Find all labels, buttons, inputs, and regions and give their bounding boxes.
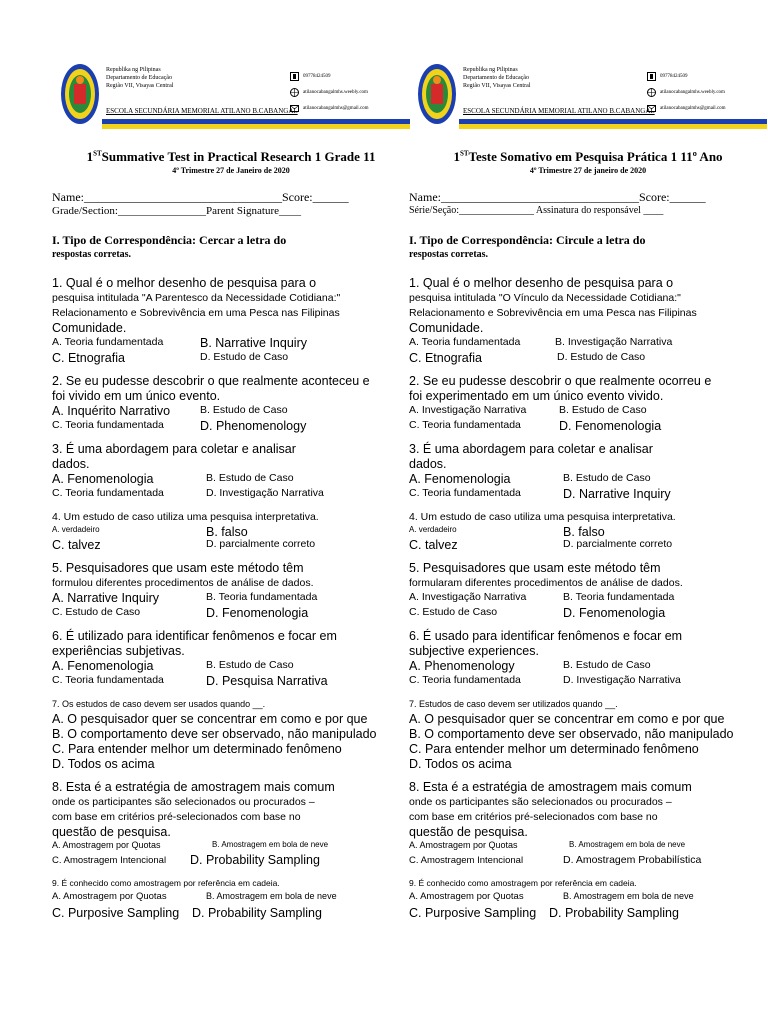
header-text-block (463, 66, 530, 90)
contact-web (290, 88, 368, 97)
option-c[interactable]: C. Estudo de Caso (409, 606, 498, 618)
name-score-line[interactable]: Name:_________________________________Score:______ (52, 190, 349, 204)
question-text: 7. Estudos de caso devem ser utilizados quando __. (409, 699, 618, 709)
email-text: atilanocabangalmhs@gmail.com (303, 106, 369, 111)
option-d[interactable]: D. Todos os acima (52, 757, 155, 771)
question-4 (52, 510, 410, 553)
grade-section-line[interactable]: Série/Seção:_______________ Assinatura do responsável ____ (409, 205, 664, 216)
contact-phone (290, 72, 331, 81)
option-c[interactable]: C. Para entender melhor um determinado fenômeno (409, 742, 699, 756)
option-a[interactable]: A. Investigação Narrativa (409, 591, 527, 603)
option-b[interactable]: B. O comportamento deve ser observado, não manipulado (52, 727, 377, 741)
option-a[interactable]: A. Fenomenologia (52, 472, 154, 486)
question-text: 9. É conhecido como amostragem por referência em cadeia. (52, 878, 280, 888)
question-text: 4. Um estudo de caso utiliza uma pesquisa interpretativa. (409, 511, 676, 523)
question-text: Relacionamento e Sobrevivência em uma Pesca nas Filipinas (52, 307, 340, 319)
option-c[interactable]: C. Teoria fundamentada (52, 487, 164, 499)
question-text: dados. (52, 457, 90, 471)
question-5 (52, 561, 410, 621)
test-title (52, 149, 410, 165)
option-a[interactable]: A. Fenomenologia (52, 659, 154, 673)
title-superscript: ST (459, 149, 469, 158)
contact-web (647, 88, 725, 97)
option-d[interactable]: D. Estudo de Caso (557, 351, 646, 363)
question-8 (409, 780, 767, 868)
question-text: 8. Esta é a estratégia de amostragem mais comum (409, 780, 692, 794)
question-text: 5. Pesquisadores que usam este método têm (409, 561, 661, 575)
option-b[interactable]: B. Estudo de Caso (200, 404, 288, 416)
option-c[interactable]: C. Teoria fundamentada (52, 674, 164, 686)
question-text: 4. Um estudo de caso utiliza uma pesquisa interpretativa. (52, 511, 319, 523)
question-3 (409, 442, 767, 502)
option-b[interactable]: B. falso (206, 525, 248, 539)
question-text: 2. Se eu pudesse descobrir o que realmente ocorreu e (409, 374, 712, 388)
option-c[interactable]: C. talvez (52, 538, 101, 552)
question-text: foi experimentado em um único evento vivido. (409, 389, 664, 403)
option-b[interactable]: B. Investigação Narrativa (555, 336, 673, 348)
question-text: pesquisa intitulada "A Parentesco da Necessidade Cotidiana:" (52, 292, 341, 304)
globe-icon (290, 88, 299, 97)
option-b[interactable]: B. Estudo de Caso (563, 472, 651, 484)
question-7 (52, 697, 410, 772)
test-title (409, 149, 767, 165)
option-a[interactable]: A. Investigação Narrativa (409, 404, 527, 416)
instruction-heading: I. Tipo de Correspondência: Circule a letra do (409, 233, 646, 247)
option-a[interactable]: A. verdadeiro (409, 525, 457, 534)
option-b[interactable]: B. falso (563, 525, 605, 539)
option-b[interactable]: B. Teoria fundamentada (563, 591, 675, 603)
school-name: ESCOLA SECUNDÁRIA MEMORIAL ATILANO B.CABANGAL (106, 107, 298, 115)
option-c[interactable]: C. Teoria fundamentada (52, 419, 164, 431)
globe-icon (647, 88, 656, 97)
school-seal-logo (417, 62, 457, 126)
email-text: atilanocabangalmhs@gmail.com (660, 106, 726, 111)
department-label: Departamento de Educação (463, 75, 529, 81)
question-8 (52, 780, 410, 868)
question-9 (52, 876, 410, 921)
option-c[interactable]: C. Etnografia (52, 351, 125, 365)
option-c[interactable]: C. Purposive Sampling (409, 906, 537, 920)
option-b[interactable]: B. Amostragem em bola de neve (206, 891, 337, 901)
option-c[interactable]: C. Teoria fundamentada (409, 419, 521, 431)
option-d[interactable]: D. Investigação Narrativa (206, 487, 324, 499)
title-number: 1 (453, 149, 460, 164)
option-d[interactable]: D. Investigação Narrativa (563, 674, 681, 686)
option-c[interactable]: C. Etnografia (409, 351, 482, 365)
option-b[interactable]: B. Narrative Inquiry (200, 336, 307, 350)
option-d[interactable]: D. Probability Sampling (190, 853, 320, 867)
test-sheet-english (52, 58, 410, 921)
question-text: onde os participantes são selecionados ou procurados – (409, 796, 672, 808)
test-date: 4º Trimestre 27 de Janeiro de 2020 (172, 166, 290, 175)
question-6 (52, 629, 410, 689)
test-date: 4º Trimestre 27 de janeiro de 2020 (529, 166, 647, 175)
option-b[interactable]: B. Teoria fundamentada (206, 591, 318, 603)
option-c[interactable]: C. Amostragem Intencional (409, 855, 524, 866)
option-b[interactable]: B. Estudo de Caso (559, 404, 647, 416)
school-header (409, 58, 767, 132)
option-b[interactable]: B. Estudo de Caso (206, 659, 294, 671)
question-7 (409, 697, 767, 772)
question-text: 6. É utilizado para identificar fenômenos e focar em (52, 629, 337, 643)
contact-phone (647, 72, 688, 81)
website-text: atilanocabangalmhs.weebly.com (660, 90, 725, 95)
option-c[interactable]: C. Purposive Sampling (52, 906, 180, 920)
option-a[interactable]: A. Amostragem por Quotas (52, 891, 167, 902)
option-b[interactable]: B. O comportamento deve ser observado, não manipulado (409, 727, 734, 741)
name-score-line[interactable]: Name:_________________________________Score:______ (409, 190, 706, 204)
question-2 (52, 374, 410, 434)
option-a[interactable]: A. O pesquisador quer se concentrar em como e por que (52, 712, 368, 726)
contact-email (647, 104, 726, 113)
title-superscript: ST (93, 149, 102, 158)
option-a[interactable]: A. Teoria fundamentada (52, 336, 164, 348)
question-text: questão de pesquisa. (409, 825, 528, 839)
option-b[interactable]: B. Amostragem em bola de neve (212, 840, 329, 849)
question-text: formularam diferentes procedimentos de análise de dados. (409, 577, 683, 589)
phone-icon (290, 72, 299, 81)
question-text: onde os participantes são selecionados ou procurados – (52, 796, 315, 808)
question-text: 9. É conhecido como amostragem por referência em cadeia. (409, 878, 637, 888)
option-a[interactable]: A. Phenomenology (409, 659, 515, 673)
question-text: formulou diferentes procedimentos de análise de dados. (52, 577, 314, 589)
question-text: dados. (409, 457, 447, 471)
option-a[interactable]: A. Narrative Inquiry (52, 591, 159, 605)
header-color-stripes (102, 119, 410, 129)
question-text: 8. Esta é a estratégia de amostragem mais comum (52, 780, 335, 794)
title-text: Teste Somativo em Pesquisa Prática 1 11º Ano (468, 149, 723, 164)
option-b[interactable]: B. Estudo de Caso (563, 659, 651, 671)
mail-icon (290, 104, 299, 113)
school-header (52, 58, 410, 132)
region-label: Região VII, Visayas Central (463, 83, 531, 89)
header-color-stripes (459, 119, 767, 129)
option-d[interactable]: D. Probability Sampling (192, 906, 322, 920)
department-label: Departamento de Educação (106, 75, 172, 81)
region-label: Região VII, Visayas Central (106, 83, 174, 89)
question-text: 6. É usado para identificar fenômenos e focar em (409, 629, 683, 643)
question-4 (409, 510, 767, 553)
option-c[interactable]: C. Estudo de Caso (52, 606, 141, 618)
instruction-subheading: respostas corretas. (409, 249, 489, 260)
question-1 (409, 276, 767, 366)
instruction-subheading: respostas corretas. (52, 249, 132, 260)
yellow-stripe (102, 124, 410, 129)
header-text-block (106, 66, 173, 90)
question-text: foi vivido em um único evento. (52, 389, 221, 403)
grade-section-line[interactable]: Grade/Section:________________Parent Signature____ (52, 205, 301, 217)
option-c[interactable]: C. Para entender melhor um determinado fenômeno (52, 742, 342, 756)
phone-number: 09778424509 (660, 74, 688, 79)
option-d[interactable]: D. Estudo de Caso (200, 351, 289, 363)
option-d[interactable]: D. Fenomenologia (559, 419, 662, 433)
option-a[interactable]: A. O pesquisador quer se concentrar em como e por que (409, 712, 725, 726)
question-text: com base em critérios pré-selecionados com base no (409, 811, 658, 823)
option-d[interactable]: D. Probability Sampling (549, 906, 679, 920)
question-1 (52, 276, 410, 366)
option-d[interactable]: D. Fenomenologia (206, 606, 309, 620)
question-text: 2. Se eu pudesse descobrir o que realmente aconteceu e (52, 374, 370, 388)
question-text: questão de pesquisa. (52, 825, 171, 839)
contact-email (290, 104, 369, 113)
phone-icon (647, 72, 656, 81)
question-text: experiências subjetivas. (52, 644, 185, 658)
question-text: 3. É uma abordagem para coletar e analisar (52, 442, 296, 456)
option-c[interactable]: C. Teoria fundamentada (409, 674, 521, 686)
question-text: 7. Os estudos de caso devem ser usados quando __. (52, 699, 266, 709)
option-d[interactable]: D. Pesquisa Narrativa (206, 674, 328, 688)
question-text: 1. Qual é o melhor desenho de pesquisa para o (409, 276, 674, 290)
option-d[interactable]: D. Narrative Inquiry (563, 487, 671, 501)
school-seal-logo (60, 62, 100, 126)
option-b[interactable]: B. Amostragem em bola de neve (569, 840, 686, 849)
option-d[interactable]: D. Phenomenology (200, 419, 307, 433)
question-text: 3. É uma abordagem para coletar e analisar (409, 442, 653, 456)
option-d[interactable]: D. parcialmente correto (563, 538, 673, 550)
question-3 (52, 442, 410, 502)
mail-icon (647, 104, 656, 113)
option-a[interactable]: A. Amostragem por Quotas (409, 891, 524, 902)
question-text: 5. Pesquisadores que usam este método têm (52, 561, 304, 575)
school-name: ESCOLA SECUNDÁRIA MEMORIAL ATILANO B.CABANGAL (463, 107, 655, 115)
yellow-stripe (459, 124, 767, 129)
option-b[interactable]: B. Amostragem em bola de neve (563, 891, 694, 901)
instruction-heading: I. Tipo de Correspondência: Cercar a letra do (52, 233, 287, 247)
option-d[interactable]: D. Amostragem Probabilística (563, 854, 702, 866)
option-c[interactable]: C. talvez (409, 538, 458, 552)
question-text: 1. Qual é o melhor desenho de pesquisa para o (52, 276, 317, 290)
question-2 (409, 374, 767, 434)
title-text: Summative Test in Practical Research 1 Grade 11 (101, 149, 376, 164)
question-5 (409, 561, 767, 621)
question-text: Comunidade. (409, 321, 484, 335)
option-a[interactable]: A. Amostragem por Quotas (409, 840, 518, 850)
website-text: atilanocabangalmhs.weebly.com (303, 90, 368, 95)
question-text: subjective experiences. (409, 644, 539, 658)
option-a[interactable]: A. Inquérito Narrativo (52, 404, 171, 418)
question-9 (409, 876, 767, 921)
question-text: com base em critérios pré-selecionados com base no (52, 811, 301, 823)
option-d[interactable]: D. Todos os acima (409, 757, 512, 771)
option-a[interactable]: A. Teoria fundamentada (409, 336, 521, 348)
option-a[interactable]: A. Fenomenologia (409, 472, 511, 486)
republic-label: Republika ng Pilipinas (463, 67, 518, 73)
option-c[interactable]: C. Teoria fundamentada (409, 487, 521, 499)
option-c[interactable]: C. Amostragem Intencional (52, 855, 167, 866)
option-b[interactable]: B. Estudo de Caso (206, 472, 294, 484)
option-a[interactable]: A. verdadeiro (52, 525, 100, 534)
test-sheet-portuguese (409, 58, 767, 921)
question-text: Comunidade. (52, 321, 127, 335)
option-a[interactable]: A. Amostragem por Quotas (52, 840, 161, 850)
question-text: Relacionamento e Sobrevivência em uma Pesca nas Filipinas (409, 307, 697, 319)
title-number: 1 (86, 149, 94, 164)
question-text: pesquisa intitulada "O Vínculo da Necessidade Cotidiana:" (409, 292, 681, 304)
question-6 (409, 629, 767, 689)
option-d[interactable]: D. Fenomenologia (563, 606, 666, 620)
phone-number: 09778424509 (303, 74, 331, 79)
option-d[interactable]: D. parcialmente correto (206, 538, 316, 550)
republic-label: Republika ng Pilipinas (106, 67, 161, 73)
